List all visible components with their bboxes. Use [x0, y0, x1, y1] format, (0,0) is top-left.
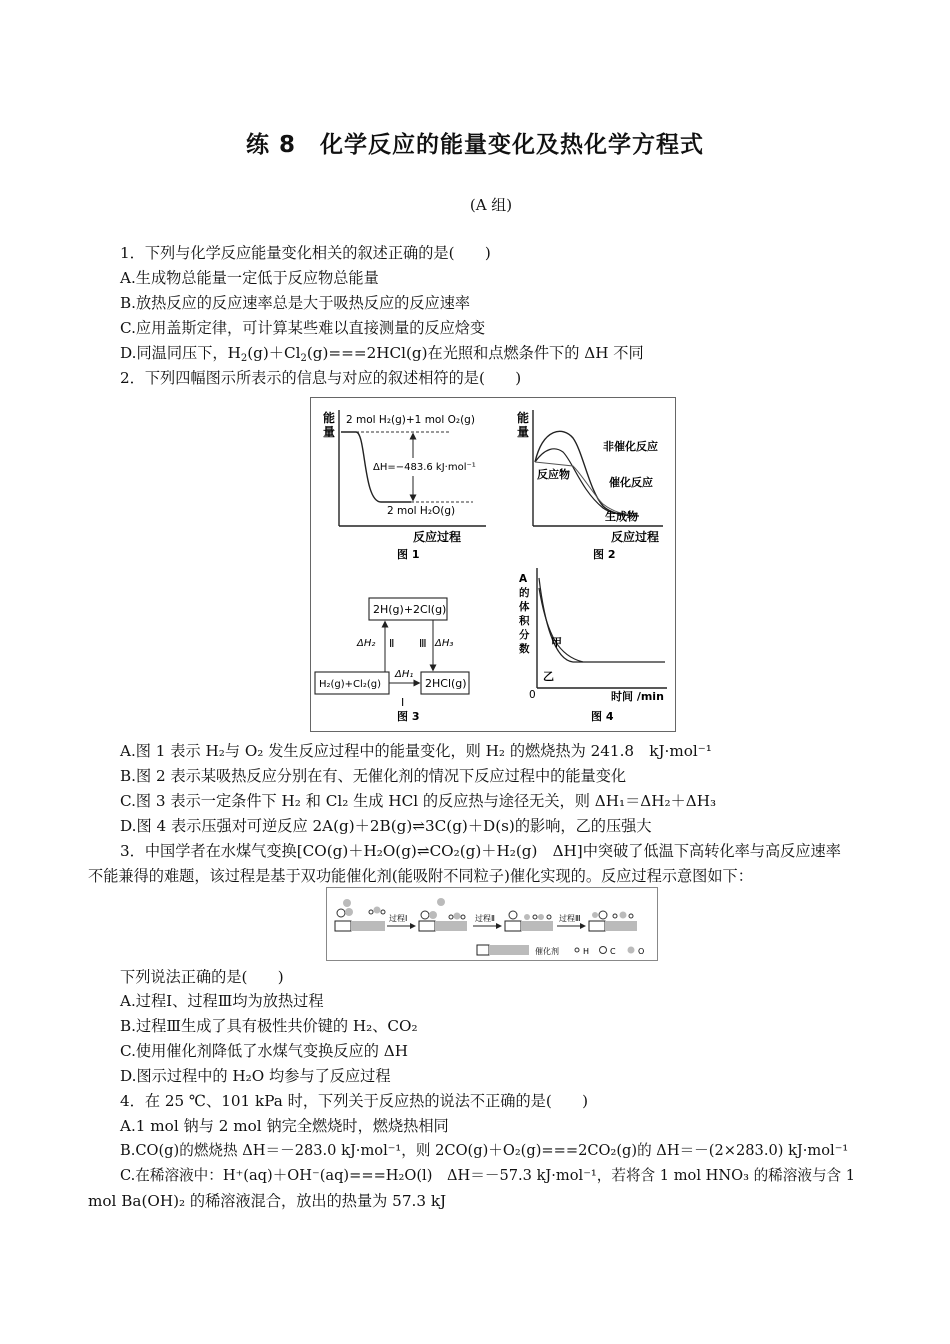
fig3-left-box: H₂(g)+Cl₂(g): [319, 679, 381, 690]
fig3-dh3: ΔH₃: [435, 638, 454, 649]
fig3-caption: 图 3: [397, 710, 420, 723]
figure-1: [323, 410, 486, 561]
q1-d-part3: (g)===2HCl(g)在光照和点燃条件下的 ΔH 不同: [306, 344, 644, 362]
fig4-origin: 0: [529, 689, 536, 701]
process-3-label: 过程Ⅲ: [559, 914, 581, 923]
figure-4: [518, 568, 667, 723]
q3-stem-line-1: 3．中国学者在水煤气变换[CO(g)＋H₂O(g)⇌CO₂(g)＋H₂(g) ΔH]中突破了低温下高转化率与高反应速率: [120, 842, 841, 860]
fig4-ylabel-6: 数: [519, 643, 530, 655]
q3-option-c: C.使用催化剂降低了水煤气变换反应的 ΔH: [120, 1042, 408, 1060]
fig4-ylabel-5: 分: [519, 629, 530, 641]
q3-option-b: B.过程Ⅲ生成了具有极性共价键的 H₂、CO₂: [120, 1017, 418, 1035]
fig4-ylabel-2: 的: [519, 587, 530, 599]
fig2-product-label: 生成物: [605, 510, 638, 523]
fig4-caption: 图 4: [591, 710, 614, 723]
fig1-bottom-label: 2 mol H₂O(g): [387, 505, 456, 517]
q3-stem-line-2: 不能兼得的难题，该过程是基于双功能催化剂(能吸附不同粒子)催化实现的。反应过程示意图如下：: [88, 867, 753, 885]
q2-option-b: B.图 2 表示某吸热反应分别在有、无催化剂的情况下反应过程中的能量变化: [120, 767, 627, 785]
q1-option-a: A.生成物总能量一定低于反应物总能量: [120, 269, 379, 287]
q2-option-d: D.图 4 表示压强对可逆反应 2A(g)＋2B(g)⇌3C(g)＋D(s)的影响，乙的压强大: [120, 817, 652, 835]
q2-stem: 2．下列四幅图示所表示的信息与对应的叙述相符的是( ): [120, 369, 522, 387]
legend-o: O: [638, 947, 645, 956]
fig2-xlabel: 反应过程: [611, 530, 660, 544]
q4-stem: 4．在 25 ℃、101 kPa 时，下列关于反应热的说法不正确的是( ): [120, 1092, 589, 1110]
legend-h: H: [583, 947, 590, 956]
q4-option-c-line-1: C.在稀溶液中：H⁺(aq)＋OH⁻(aq)===H₂O(l) ΔH＝－57.3 kJ·mol⁻¹，若将含 1 mol HNO₃ 的稀溶液与含 1: [120, 1167, 856, 1184]
fig3-dh2: ΔH₂: [357, 638, 376, 649]
q3-process-svg: [327, 888, 657, 960]
fig4-ylabel-1: A: [519, 573, 528, 585]
q1-option-d: D.同温同压下，$H_2(g)+Cl_2(g)===2HCl(g)$在光照和点燃条件下的 ΔH 不同: [120, 344, 644, 364]
fig4-xlabel: 时间 /min: [611, 690, 664, 703]
q1-option-c: C.应用盖斯定律，可计算某些难以直接测量的反应焓变: [120, 319, 486, 337]
fig4-jia-label: 甲: [551, 636, 562, 649]
legend-c: C: [610, 947, 616, 956]
q3-ask: 下列说法正确的是( ): [120, 968, 284, 986]
fig1-ylabel-1: 能: [323, 411, 336, 425]
fig1-dh-label: ΔH=−483.6 kJ·mol⁻¹: [373, 462, 476, 473]
fig3-route1: Ⅰ: [401, 696, 405, 709]
fig2-catalytic-label: 催化反应: [609, 476, 653, 489]
group-label: (A 组): [469, 196, 513, 214]
q4-option-b: B.CO(g)的燃烧热 ΔH＝－283.0 kJ·mol⁻¹，则 2CO(g)＋O₂(g)===2CO₂(g)的 ΔH＝－(2×283.0) kJ·mol⁻¹: [120, 1142, 849, 1159]
figure-2: [517, 410, 663, 561]
q2-option-c: C.图 3 表示一定条件下 H₂ 和 Cl₂ 生成 HCl 的反应热与途径无关，则 ΔH₁＝ΔH₂＋ΔH₃: [120, 792, 717, 810]
q3-process-figure: [326, 887, 658, 961]
process-2-label: 过程Ⅱ: [475, 914, 495, 923]
fig2-caption: 图 2: [593, 548, 616, 561]
fig1-ylabel-2: 量: [323, 425, 336, 439]
q1-d-part1: D.同温同压下，H: [120, 344, 241, 362]
fig1-caption: 图 1: [397, 548, 420, 561]
fig4-ylabel-3: 体: [519, 601, 530, 613]
fig3-route2: Ⅱ: [389, 637, 395, 650]
q2-figure-svg: [311, 398, 675, 731]
fig2-ylabel-1: 能: [517, 411, 530, 425]
fig2-noncatalytic-label: 非催化反应: [603, 440, 658, 453]
fig3-dh1: ΔH₁: [395, 669, 414, 680]
fig4-ylabel-4: 积: [519, 615, 530, 627]
q4-option-a: A.1 mol 钠与 2 mol 钠完全燃烧时，燃烧热相同: [120, 1117, 449, 1135]
process-1-label: 过程Ⅰ: [389, 914, 408, 923]
q3-option-a: A.过程Ⅰ、过程Ⅲ均为放热过程: [120, 992, 324, 1010]
fig4-yi-label: 乙: [543, 670, 554, 683]
page-title: 练 8 化学反应的能量变化及热化学方程式: [245, 132, 704, 158]
fig3-right-box: 2HCl(g): [425, 677, 467, 690]
q3-option-d: D.图示过程中的 H₂O 均参与了反应过程: [120, 1067, 391, 1085]
q1-d-part2: (g)＋Cl: [247, 344, 301, 362]
fig2-reactant-label: 反应物: [537, 468, 570, 481]
q2-option-a: A.图 1 表示 H₂与 O₂ 发生反应过程中的能量变化，则 H₂ 的燃烧热为 241.8 kJ·mol⁻¹: [120, 742, 712, 760]
q4-option-c-line-2: mol Ba(OH)₂ 的稀溶液混合，放出的热量为 57.3 kJ: [88, 1192, 447, 1210]
q2-figure-panel: [310, 397, 676, 732]
figure-3: [315, 598, 469, 723]
q1-stem: 1．下列与化学反应能量变化相关的叙述正确的是( ): [120, 244, 491, 262]
q1-option-b: B.放热反应的反应速率总是大于吸热反应的反应速率: [120, 294, 471, 312]
fig1-top-label: 2 mol H₂(g)+1 mol O₂(g): [346, 414, 475, 426]
fig3-route3: Ⅲ: [419, 637, 427, 650]
legend-catalyst: 催化剂: [535, 947, 559, 956]
fig2-ylabel-2: 量: [517, 425, 530, 439]
fig3-top-box: 2H(g)+2Cl(g): [373, 603, 447, 616]
fig1-xlabel: 反应过程: [413, 530, 462, 544]
